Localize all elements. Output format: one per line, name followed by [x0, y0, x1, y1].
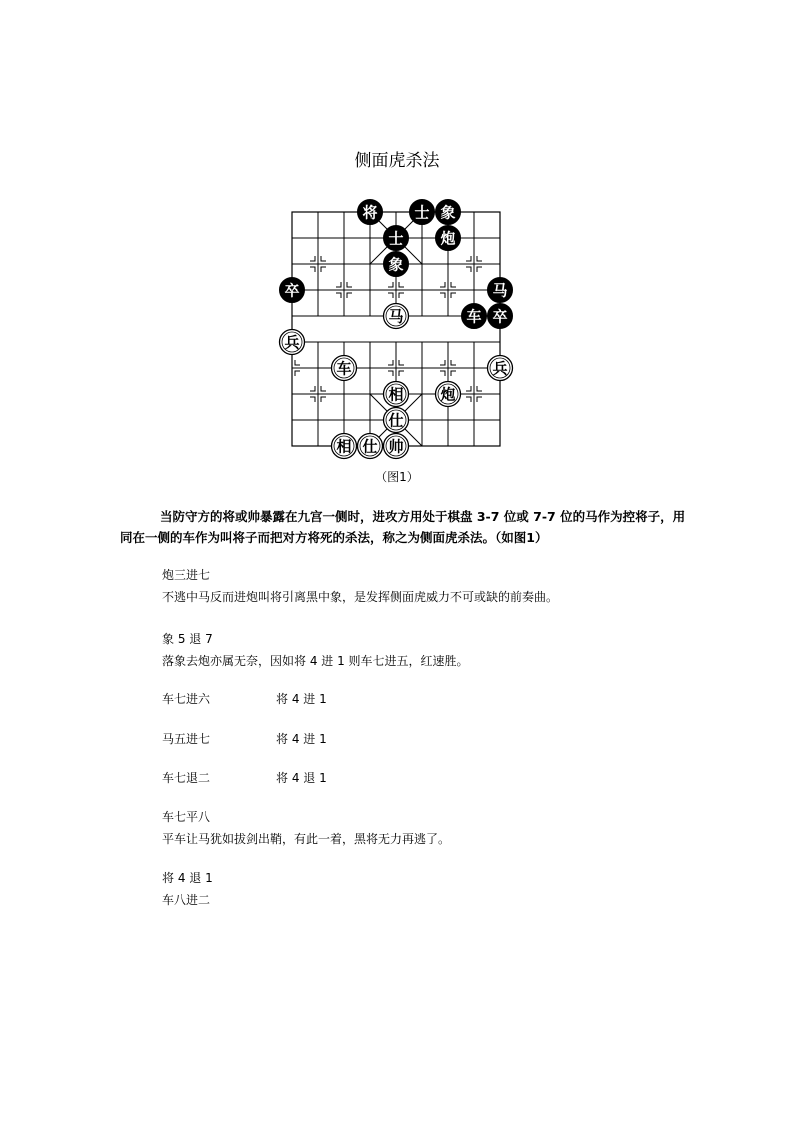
- position-marker: [321, 256, 326, 261]
- piece-label: 帅: [388, 437, 404, 456]
- move-5-black: 将 4 退 1: [276, 771, 327, 785]
- move-5-red: 车七退二: [162, 771, 211, 785]
- piece-label: 相: [336, 437, 352, 456]
- move-6: 车七平八: [162, 810, 211, 824]
- position-marker: [310, 256, 315, 261]
- position-marker: [321, 397, 326, 402]
- piece-label: 象: [388, 255, 404, 274]
- position-marker: [310, 386, 315, 391]
- position-marker: [388, 293, 393, 298]
- piece-label: 兵: [284, 333, 300, 352]
- chess-diagram: [0, 0, 794, 470]
- move-4-black: 将 4 进 1: [276, 732, 327, 746]
- position-marker: [466, 267, 471, 272]
- move-7: 将 4 退 1: [162, 871, 213, 885]
- move-2-note: 落象去炮亦属无奈，因如将 4 进 1 则车七进五，红速胜。: [162, 654, 469, 668]
- position-marker: [336, 293, 341, 298]
- position-marker: [321, 386, 326, 391]
- piece-label: 马: [492, 281, 508, 300]
- move-1-note: 不逃中马反而进炮叫将引离黑中象，是发挥侧面虎威力不可或缺的前奏曲。: [162, 590, 559, 604]
- piece-label: 相: [388, 385, 404, 404]
- position-marker: [440, 360, 445, 365]
- position-marker: [310, 267, 315, 272]
- position-marker: [466, 386, 471, 391]
- position-marker: [440, 293, 445, 298]
- move-4: [162, 730, 327, 747]
- position-marker: [388, 360, 393, 365]
- piece-label: 马: [388, 307, 404, 326]
- move-4-red: 马五进七: [162, 732, 211, 746]
- piece-label: 士: [414, 203, 430, 222]
- position-marker: [399, 282, 404, 287]
- position-marker: [451, 360, 456, 365]
- piece-label: 仕: [362, 437, 378, 456]
- xiangqi-board: [0, 0, 794, 470]
- diagram-caption: （图1）: [375, 470, 419, 484]
- position-marker: [347, 282, 352, 287]
- piece-label: 将: [362, 203, 378, 222]
- page-title: 侧面虎杀法: [354, 151, 440, 171]
- move-2: 象 5 退 7: [162, 632, 213, 646]
- position-marker: [399, 293, 404, 298]
- move-8: 车八进二: [162, 893, 211, 907]
- move-3-black: 将 4 进 1: [276, 692, 327, 706]
- position-marker: [440, 371, 445, 376]
- piece-label: 车: [336, 359, 352, 378]
- position-marker: [477, 386, 482, 391]
- move-3: [162, 690, 327, 707]
- position-marker: [336, 282, 341, 287]
- piece-label: 车: [466, 307, 482, 326]
- position-marker: [399, 371, 404, 376]
- move-1: 炮三进七: [162, 568, 211, 582]
- piece-label: 炮: [440, 385, 456, 404]
- position-marker: [466, 256, 471, 261]
- piece-label: 象: [440, 203, 456, 222]
- piece-label: 炮: [440, 229, 456, 248]
- piece-label: 士: [388, 229, 404, 248]
- position-marker: [321, 267, 326, 272]
- position-marker: [295, 371, 300, 376]
- move-5: [162, 769, 327, 786]
- position-marker: [477, 267, 482, 272]
- intro-paragraph: 当防守方的将或帅暴露在九宫一侧时，进攻方用处于棋盘 3-7 位或 7-7 位的马作为控将子，用同在一侧的车作为叫将子而把对方将死的杀法，称之为侧面虎杀法。（如图1）: [120, 509, 686, 545]
- position-marker: [388, 371, 393, 376]
- position-marker: [451, 371, 456, 376]
- position-marker: [295, 360, 300, 365]
- piece-label: 卒: [492, 307, 508, 326]
- position-marker: [440, 282, 445, 287]
- piece-label: 卒: [284, 281, 300, 300]
- move-3-red: 车七进六: [162, 692, 211, 706]
- position-marker: [347, 293, 352, 298]
- position-marker: [388, 282, 393, 287]
- piece-label: 兵: [492, 359, 508, 378]
- move-6-note: 平车让马犹如拔剑出鞘，有此一着，黑将无力再逃了。: [162, 832, 451, 846]
- position-marker: [451, 293, 456, 298]
- position-marker: [477, 256, 482, 261]
- piece-label: 仕: [388, 411, 404, 430]
- position-marker: [310, 397, 315, 402]
- position-marker: [477, 397, 482, 402]
- position-marker: [466, 397, 471, 402]
- position-marker: [399, 360, 404, 365]
- position-marker: [451, 282, 456, 287]
